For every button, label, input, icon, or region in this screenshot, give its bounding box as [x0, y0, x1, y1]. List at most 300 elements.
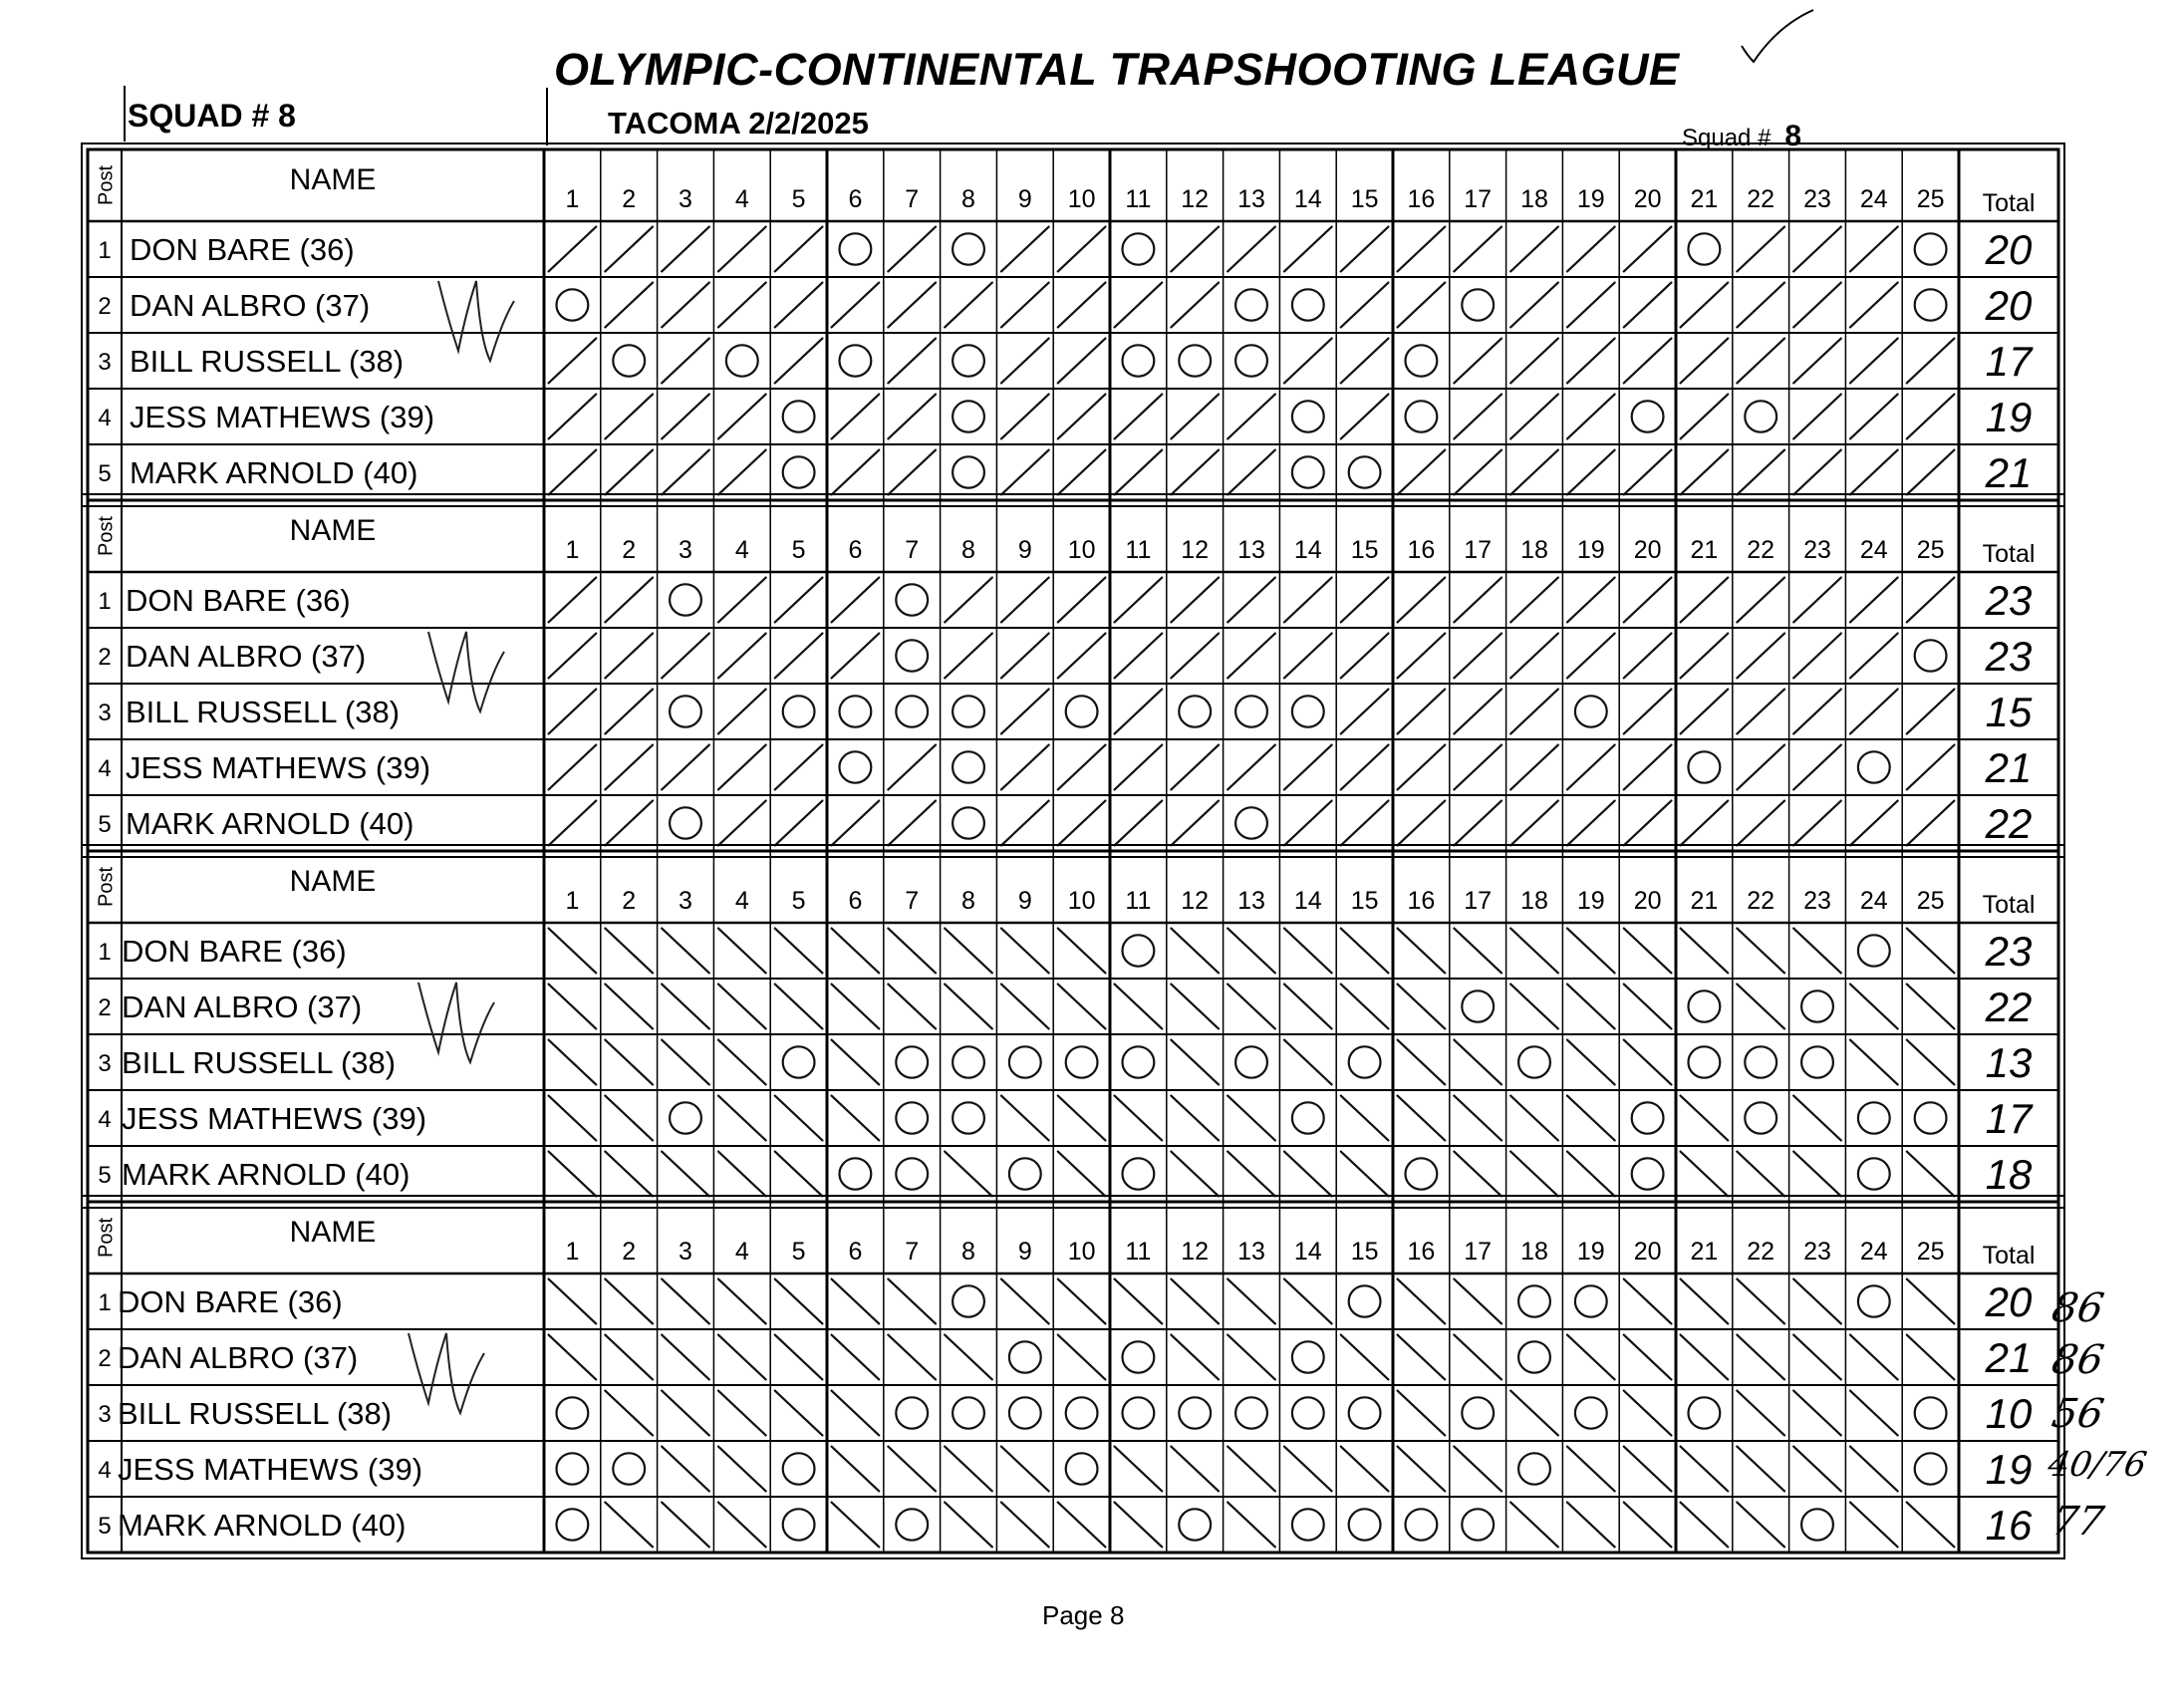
miss-mark — [896, 1158, 928, 1189]
miss-mark — [953, 1285, 984, 1316]
miss-mark — [839, 696, 871, 726]
hit-mark — [1284, 1447, 1332, 1492]
target-number-16: 16 — [1407, 185, 1436, 213]
miss-mark — [1858, 1158, 1890, 1189]
shooter-row — [88, 739, 2058, 791]
hit-mark — [1454, 1279, 1502, 1324]
row-total: 23 — [1985, 928, 2033, 975]
miss-mark — [1292, 401, 1324, 431]
hit-mark — [1624, 985, 1672, 1029]
hit-mark — [832, 578, 880, 623]
hit-mark — [1454, 634, 1502, 679]
hit-mark — [1228, 1335, 1275, 1380]
miss-mark — [1405, 401, 1437, 431]
hit-mark — [605, 985, 653, 1029]
hit-mark — [1001, 690, 1049, 734]
target-number-8: 8 — [961, 887, 975, 915]
hit-mark — [1737, 1335, 1784, 1380]
row-total: 23 — [1985, 577, 2033, 624]
target-number-20: 20 — [1633, 185, 1662, 213]
miss-mark — [613, 345, 645, 376]
target-number-18: 18 — [1520, 887, 1548, 915]
scorer-initials-icon — [418, 983, 494, 1062]
hit-mark — [1850, 801, 1898, 846]
shooter-row — [88, 277, 2058, 329]
hit-mark — [1681, 690, 1729, 734]
hit-mark — [1341, 985, 1389, 1029]
miss-mark — [1858, 1285, 1890, 1316]
miss-mark — [1688, 751, 1720, 782]
miss-mark — [1462, 990, 1494, 1021]
target-number-6: 6 — [848, 536, 863, 564]
hit-mark — [888, 1279, 936, 1324]
post-number: 4 — [98, 1106, 112, 1133]
target-number-21: 21 — [1690, 887, 1719, 915]
hit-mark — [1171, 283, 1219, 328]
miss-mark — [1518, 1341, 1550, 1372]
hit-mark — [1398, 1447, 1446, 1492]
shooter-row — [88, 333, 2058, 385]
miss-mark — [1349, 1397, 1381, 1428]
miss-mark — [1066, 1397, 1098, 1428]
hit-mark — [1624, 1040, 1672, 1085]
hit-mark — [718, 1335, 766, 1380]
hit-mark — [1115, 1447, 1163, 1492]
miss-mark — [1801, 1509, 1833, 1540]
hit-mark — [605, 283, 653, 328]
hit-mark — [1171, 985, 1219, 1029]
target-number-1: 1 — [565, 185, 580, 213]
miss-mark — [1915, 640, 1947, 671]
hit-mark — [1624, 1391, 1672, 1436]
shooter-row — [88, 795, 2058, 847]
hit-mark — [1624, 339, 1672, 384]
hit-mark — [1737, 339, 1784, 384]
row-total: 19 — [1985, 1446, 2033, 1493]
hit-mark — [1567, 1447, 1615, 1492]
target-number-15: 15 — [1350, 536, 1379, 564]
shooter-name: DAN ALBRO (37) — [122, 989, 363, 1024]
shooter-name: JESS MATHEWS (39) — [126, 750, 431, 785]
hit-mark — [1171, 395, 1219, 439]
hit-mark — [1624, 634, 1672, 679]
miss-mark — [783, 401, 815, 431]
miss-mark — [1179, 1509, 1211, 1540]
miss-mark — [1292, 696, 1324, 726]
hit-mark — [1681, 1096, 1729, 1141]
miss-mark — [1235, 1397, 1267, 1428]
shooter-name: JESS MATHEWS (39) — [118, 1452, 423, 1487]
hit-mark — [1058, 578, 1106, 623]
target-number-24: 24 — [1859, 536, 1888, 564]
row-total: 21 — [1985, 449, 2033, 496]
miss-mark — [1122, 1046, 1154, 1077]
miss-mark — [1179, 345, 1211, 376]
scorer-initials-icon — [409, 1333, 484, 1413]
hit-mark — [718, 985, 766, 1029]
hit-mark — [1341, 227, 1389, 272]
target-number-8: 8 — [961, 185, 975, 213]
target-number-12: 12 — [1181, 185, 1210, 213]
post-number: 1 — [98, 237, 112, 264]
hit-mark — [662, 1391, 709, 1436]
hit-mark — [605, 1152, 653, 1197]
hit-mark — [775, 1096, 823, 1141]
hit-mark — [1681, 634, 1729, 679]
hit-mark — [662, 1447, 709, 1492]
hit-mark — [1793, 1096, 1841, 1141]
miss-mark — [1122, 1341, 1154, 1372]
shooter-row — [88, 1034, 2058, 1086]
hit-mark — [718, 395, 766, 439]
target-number-15: 15 — [1350, 185, 1379, 213]
hit-mark — [945, 985, 992, 1029]
hit-mark — [1510, 745, 1558, 790]
season-total-3: 56 — [2048, 1391, 2107, 1437]
target-number-1: 1 — [565, 1238, 580, 1266]
miss-mark — [726, 345, 758, 376]
shooter-name: DAN ALBRO (37) — [118, 1340, 359, 1375]
target-number-23: 23 — [1803, 1238, 1831, 1266]
hit-mark — [1624, 283, 1672, 328]
hit-mark — [549, 690, 597, 734]
hit-mark — [1341, 745, 1389, 790]
hit-mark — [1058, 395, 1106, 439]
hit-mark — [1001, 929, 1049, 974]
hit-mark — [549, 1152, 597, 1197]
hit-mark — [832, 283, 880, 328]
target-number-23: 23 — [1803, 887, 1831, 915]
shooter-name: MARK ARNOLD (40) — [126, 806, 414, 841]
hit-mark — [1850, 1503, 1898, 1548]
hit-mark — [549, 450, 597, 495]
target-number-4: 4 — [734, 536, 749, 564]
hit-mark — [1001, 745, 1049, 790]
shooter-name: DON BARE (36) — [118, 1284, 343, 1319]
hit-mark — [605, 1503, 653, 1548]
hit-mark — [945, 578, 992, 623]
hit-mark — [1001, 578, 1049, 623]
hit-mark — [888, 283, 936, 328]
hit-mark — [1681, 1503, 1729, 1548]
shooter-name: JESS MATHEWS (39) — [122, 1101, 427, 1136]
target-number-3: 3 — [679, 1238, 692, 1266]
hit-mark — [605, 1391, 653, 1436]
miss-mark — [1122, 1158, 1154, 1189]
hit-mark — [1398, 690, 1446, 734]
miss-mark — [1915, 289, 1947, 320]
hit-mark — [1737, 227, 1784, 272]
hit-mark — [832, 1391, 880, 1436]
row-total: 16 — [1985, 1502, 2033, 1549]
hit-mark — [1341, 578, 1389, 623]
hit-mark — [1907, 339, 1955, 384]
target-number-15: 15 — [1350, 887, 1379, 915]
target-number-6: 6 — [848, 185, 863, 213]
hit-mark — [605, 801, 653, 846]
hit-mark — [1907, 801, 1955, 846]
hit-mark — [1737, 801, 1784, 846]
total-header: Total — [1982, 189, 2036, 217]
hit-mark — [605, 1279, 653, 1324]
shooter-row — [88, 1497, 2058, 1549]
hit-mark — [1907, 578, 1955, 623]
hit-mark — [662, 339, 709, 384]
target-number-19: 19 — [1576, 887, 1605, 915]
miss-mark — [1292, 1509, 1324, 1540]
hit-mark — [605, 1096, 653, 1141]
hit-mark — [1284, 1152, 1332, 1197]
row-total: 10 — [1985, 1390, 2033, 1437]
target-number-7: 7 — [905, 536, 920, 564]
miss-mark — [896, 1046, 928, 1077]
hit-mark — [1454, 745, 1502, 790]
hit-mark — [1341, 634, 1389, 679]
miss-mark — [953, 751, 984, 782]
hit-mark — [1510, 227, 1558, 272]
shooter-row — [88, 979, 2058, 1030]
row-total: 13 — [1985, 1039, 2033, 1086]
target-number-3: 3 — [679, 887, 692, 915]
hit-mark — [1793, 450, 1841, 495]
hit-mark — [1284, 929, 1332, 974]
hit-mark — [1171, 929, 1219, 974]
hit-mark — [1115, 283, 1163, 328]
hit-mark — [1001, 227, 1049, 272]
target-number-21: 21 — [1690, 185, 1719, 213]
post-header: Post — [95, 866, 118, 908]
hit-mark — [1398, 745, 1446, 790]
miss-mark — [783, 1453, 815, 1484]
hit-mark — [1737, 1447, 1784, 1492]
target-number-17: 17 — [1464, 887, 1493, 915]
hit-mark — [1624, 1335, 1672, 1380]
target-number-25: 25 — [1916, 887, 1945, 915]
miss-mark — [1235, 1046, 1267, 1077]
hit-mark — [1850, 985, 1898, 1029]
hit-mark — [1510, 1391, 1558, 1436]
miss-mark — [1235, 289, 1267, 320]
hit-mark — [1115, 578, 1163, 623]
hit-mark — [549, 227, 597, 272]
hit-mark — [1454, 801, 1502, 846]
hit-mark — [1341, 283, 1389, 328]
post-number: 2 — [98, 1345, 112, 1372]
hit-mark — [718, 929, 766, 974]
hit-mark — [1398, 634, 1446, 679]
hit-mark — [1171, 450, 1219, 495]
hit-mark — [549, 801, 597, 846]
hit-mark — [718, 634, 766, 679]
target-number-1: 1 — [565, 536, 580, 564]
target-number-19: 19 — [1576, 536, 1605, 564]
hit-mark — [1681, 1335, 1729, 1380]
target-number-21: 21 — [1690, 1238, 1719, 1266]
hit-mark — [1171, 578, 1219, 623]
hit-mark — [662, 1040, 709, 1085]
miss-mark — [1688, 233, 1720, 264]
target-number-9: 9 — [1017, 887, 1032, 915]
target-number-13: 13 — [1237, 536, 1265, 564]
post-number: 4 — [98, 755, 112, 782]
hit-mark — [888, 395, 936, 439]
miss-mark — [1688, 1397, 1720, 1428]
hit-mark — [832, 1040, 880, 1085]
target-number-23: 23 — [1803, 185, 1831, 213]
hit-mark — [832, 929, 880, 974]
hit-mark — [662, 1279, 709, 1324]
target-number-13: 13 — [1237, 1238, 1265, 1266]
hit-mark — [1001, 1279, 1049, 1324]
hit-mark — [775, 578, 823, 623]
hit-mark — [1001, 283, 1049, 328]
hit-mark — [775, 339, 823, 384]
hit-mark — [1398, 1096, 1446, 1141]
hit-mark — [1907, 745, 1955, 790]
target-number-16: 16 — [1407, 1238, 1436, 1266]
hit-mark — [1907, 929, 1955, 974]
miss-mark — [1122, 935, 1154, 966]
hit-mark — [945, 634, 992, 679]
hit-mark — [1567, 1335, 1615, 1380]
miss-mark — [1915, 233, 1947, 264]
target-number-9: 9 — [1017, 536, 1032, 564]
hit-mark — [1398, 1335, 1446, 1380]
hit-mark — [1567, 634, 1615, 679]
hit-mark — [549, 339, 597, 384]
hit-mark — [1850, 395, 1898, 439]
hit-mark — [1510, 690, 1558, 734]
target-number-18: 18 — [1520, 185, 1548, 213]
hit-mark — [1567, 283, 1615, 328]
target-number-22: 22 — [1747, 887, 1775, 915]
target-number-2: 2 — [622, 887, 637, 915]
miss-mark — [1235, 345, 1267, 376]
hit-mark — [888, 227, 936, 272]
hit-mark — [1681, 339, 1729, 384]
target-number-12: 12 — [1181, 1238, 1210, 1266]
hit-mark — [1284, 745, 1332, 790]
miss-mark — [1292, 1397, 1324, 1428]
shooter-name: DAN ALBRO (37) — [130, 288, 371, 323]
miss-mark — [953, 696, 984, 726]
miss-mark — [839, 233, 871, 264]
hit-mark — [662, 929, 709, 974]
miss-mark — [1462, 1509, 1494, 1540]
hit-mark — [1115, 395, 1163, 439]
target-number-2: 2 — [622, 1238, 637, 1266]
hit-mark — [1284, 634, 1332, 679]
target-number-19: 19 — [1576, 185, 1605, 213]
hit-mark — [1001, 634, 1049, 679]
target-number-16: 16 — [1407, 887, 1436, 915]
hit-mark — [888, 339, 936, 384]
miss-mark — [1292, 289, 1324, 320]
hit-mark — [1228, 227, 1275, 272]
target-number-11: 11 — [1125, 1238, 1152, 1266]
hit-mark — [1681, 929, 1729, 974]
score-block-4 — [82, 1196, 2064, 1558]
hit-mark — [718, 1096, 766, 1141]
hit-mark — [1058, 801, 1106, 846]
hit-mark — [1793, 395, 1841, 439]
hit-mark — [549, 395, 597, 439]
hit-mark — [1567, 227, 1615, 272]
hit-mark — [1624, 801, 1672, 846]
miss-mark — [1518, 1453, 1550, 1484]
hit-mark — [775, 634, 823, 679]
miss-mark — [1688, 1046, 1720, 1077]
miss-mark — [1575, 1397, 1607, 1428]
miss-mark — [1349, 456, 1381, 487]
hit-mark — [1058, 1503, 1106, 1548]
hit-mark — [945, 1335, 992, 1380]
miss-mark — [953, 1046, 984, 1077]
target-number-7: 7 — [905, 1238, 920, 1266]
hit-mark — [1058, 745, 1106, 790]
hit-mark — [662, 985, 709, 1029]
hit-mark — [775, 1335, 823, 1380]
hit-mark — [1284, 227, 1332, 272]
squad-number-label — [1682, 120, 1801, 153]
scorer-initials-icon — [428, 632, 504, 711]
post-header: Post — [95, 515, 118, 557]
hit-mark — [1115, 985, 1163, 1029]
hit-mark — [1793, 1335, 1841, 1380]
target-number-9: 9 — [1017, 185, 1032, 213]
target-number-22: 22 — [1747, 1238, 1775, 1266]
row-total: 17 — [1985, 1095, 2033, 1142]
target-number-10: 10 — [1067, 185, 1096, 213]
hit-mark — [1850, 1447, 1898, 1492]
miss-mark — [1632, 401, 1664, 431]
hit-mark — [1228, 1279, 1275, 1324]
miss-mark — [1575, 696, 1607, 726]
hit-mark — [775, 227, 823, 272]
hit-mark — [1001, 450, 1049, 495]
miss-mark — [613, 1453, 645, 1484]
target-number-14: 14 — [1293, 536, 1322, 564]
hit-mark — [1681, 283, 1729, 328]
name-header: NAME — [289, 163, 377, 196]
miss-mark — [1858, 1102, 1890, 1133]
target-number-17: 17 — [1464, 1238, 1493, 1266]
hit-mark — [549, 634, 597, 679]
row-total: 22 — [1985, 984, 2033, 1030]
hit-mark — [1171, 1040, 1219, 1085]
hit-mark — [832, 634, 880, 679]
miss-mark — [1745, 1046, 1776, 1077]
hit-mark — [1454, 1040, 1502, 1085]
hit-mark — [832, 1503, 880, 1548]
shooter-row — [88, 444, 2058, 496]
miss-mark — [1066, 1046, 1098, 1077]
hit-mark — [1624, 1279, 1672, 1324]
hit-mark — [1228, 985, 1275, 1029]
miss-mark — [1122, 345, 1154, 376]
hit-mark — [1454, 1096, 1502, 1141]
post-number: 5 — [98, 811, 112, 838]
target-number-4: 4 — [734, 185, 749, 213]
hit-mark — [1058, 985, 1106, 1029]
hit-mark — [1624, 690, 1672, 734]
hit-mark — [1058, 1335, 1106, 1380]
target-number-9: 9 — [1017, 1238, 1032, 1266]
hit-mark — [1793, 745, 1841, 790]
total-header: Total — [1982, 540, 2036, 568]
hit-mark — [1001, 1503, 1049, 1548]
miss-mark — [1462, 1397, 1494, 1428]
